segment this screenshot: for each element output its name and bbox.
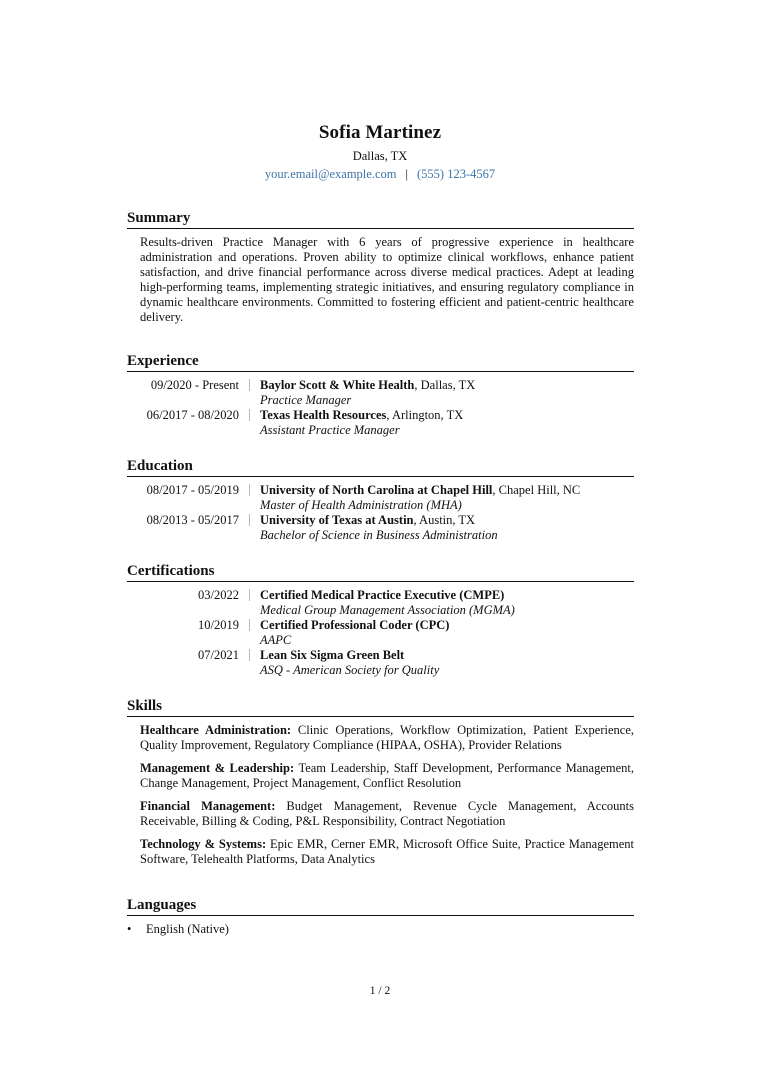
skill-category: Financial Management: <box>140 799 276 813</box>
bullet-icon: • <box>127 922 132 936</box>
education-entry <box>127 483 634 513</box>
entry-place: , Austin, TX <box>413 513 476 527</box>
section-title-skills: Skills <box>127 697 634 717</box>
entry-role: Master of Health Administration (MHA) <box>260 498 462 512</box>
experience-entry <box>127 408 634 438</box>
entry-divider <box>249 649 250 661</box>
entry-place: , Dallas, TX <box>414 378 476 392</box>
entry-place: , Arlington, TX <box>386 408 464 422</box>
skill-list: Team Leadership, Staff Development, Performance Management, Change Management, Project Management, Conflict Resolution <box>140 761 635 790</box>
skill-group <box>140 799 634 829</box>
entry-divider <box>249 409 250 421</box>
certifications-section <box>127 562 634 678</box>
summary-text: Results-driven Practice Manager with 6 years of progressive experience in healthcare administration and operations. Proven ability to optimize clinical workflows, enhance patient satisfaction, and drive financial performance across diverse medical practices. Adept at leading high-performing teams, implementing strategic initiatives, and ensuring regulatory compliance in dynamic healthcare environments. Committed to fostering efficient and patient-centric healthcare delivery. <box>140 235 634 324</box>
section-title-certifications: Certifications <box>127 562 634 582</box>
entry-date: 03/2022 <box>198 588 239 602</box>
skill-category: Technology & Systems: <box>140 837 267 851</box>
entry-role: Assistant Practice Manager <box>260 423 400 437</box>
skill-list: Clinic Operations, Workflow Optimization, Patient Experience, Quality Improvement, Regulatory Compliance (HIPAA, OSHA), Provider Relations <box>140 723 634 752</box>
section-title-summary: Summary <box>127 209 634 229</box>
entry-date: 08/2013 - 05/2017 <box>146 513 239 527</box>
entry-date: 07/2021 <box>198 648 239 662</box>
contact-line <box>0 167 760 182</box>
section-title-education: Education <box>127 457 634 477</box>
entry-role: Practice Manager <box>260 393 352 407</box>
entry-org: Baylor Scott & White Health <box>260 378 415 392</box>
entry-org: University of Texas at Austin <box>260 513 414 527</box>
experience-section <box>127 352 634 438</box>
certification-entry <box>127 588 634 618</box>
skill-list: Epic EMR, Cerner EMR, Microsoft Office Suite, Practice Management Software, Telehealth Platforms, Data Analytics <box>140 837 634 866</box>
entry-divider <box>249 619 250 631</box>
language-item <box>127 922 634 937</box>
entry-divider <box>249 514 250 526</box>
entry-org: University of North Carolina at Chapel Hill <box>260 483 493 497</box>
skill-category: Healthcare Administration: <box>140 723 292 737</box>
summary-section <box>127 209 634 325</box>
languages-section <box>127 896 634 937</box>
entry-date: 06/2017 - 08/2020 <box>146 408 239 422</box>
skill-category: Management & Leadership: <box>140 761 295 775</box>
candidate-location: Dallas, TX <box>352 149 408 163</box>
entry-divider <box>249 589 250 601</box>
skill-list: Budget Management, Revenue Cycle Management, Accounts Receivable, Billing & Coding, P&L Responsibility, Contract Negotiation <box>140 799 634 828</box>
entry-role: ASQ - American Society for Quality <box>260 663 440 677</box>
entry-divider <box>249 379 250 391</box>
certification-entry <box>127 618 634 648</box>
language-name: English (Native) <box>146 922 229 936</box>
section-title-languages: Languages <box>127 896 634 916</box>
certification-entry <box>127 648 634 678</box>
entry-role: Medical Group Management Association (MGMA) <box>260 603 515 617</box>
experience-entry <box>127 378 634 408</box>
skill-group <box>140 723 634 753</box>
email-link[interactable]: your.email@example.com <box>264 167 397 181</box>
skill-group <box>140 761 634 791</box>
entry-date: 10/2019 <box>198 618 239 632</box>
entry-role: AAPC <box>260 633 292 647</box>
entry-date: 08/2017 - 05/2019 <box>146 483 239 497</box>
entry-org: Texas Health Resources <box>260 408 387 422</box>
page-number: 1 / 2 <box>369 985 391 997</box>
skill-group <box>140 837 634 867</box>
skills-section <box>127 697 634 875</box>
section-title-experience: Experience <box>127 352 634 372</box>
education-entry <box>127 513 634 543</box>
entry-org: Certified Medical Practice Executive (CMPE) <box>260 588 505 602</box>
education-section <box>127 457 634 543</box>
phone-link[interactable]: (555) 123-4567 <box>417 167 496 181</box>
entry-org: Certified Professional Coder (CPC) <box>260 618 450 632</box>
entry-divider <box>249 484 250 496</box>
entry-date: 09/2020 - Present <box>150 378 239 392</box>
entry-role: Bachelor of Science in Business Administration <box>260 528 498 542</box>
entry-place: , Chapel Hill, NC <box>492 483 581 497</box>
contact-separator: | <box>405 167 408 181</box>
candidate-name: Sofia Martinez <box>318 122 442 143</box>
entry-org: Lean Six Sigma Green Belt <box>260 648 405 662</box>
